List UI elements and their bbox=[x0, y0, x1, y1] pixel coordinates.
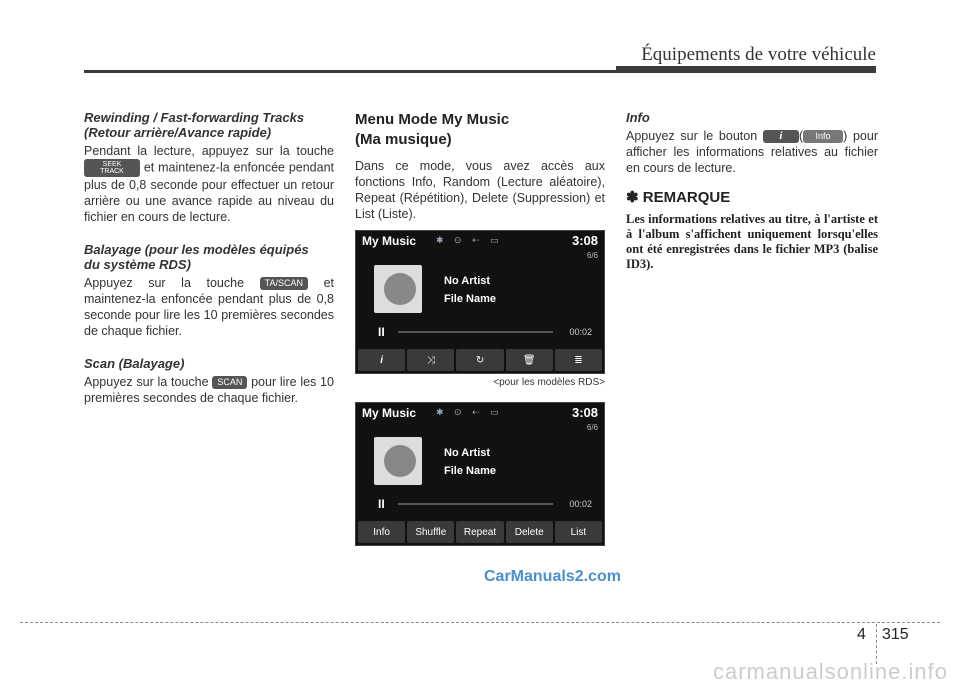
file-name: File Name bbox=[444, 465, 496, 477]
rewind-heading bbox=[84, 110, 334, 140]
screen-standard bbox=[355, 402, 605, 546]
screen-time: 3:08 bbox=[571, 405, 598, 420]
info-text-after: pour afficher les informations relatives au fichier en cours de lecture. bbox=[626, 129, 878, 175]
screen-count: 6/6 bbox=[586, 423, 598, 432]
info-heading: Info bbox=[626, 110, 650, 125]
seek-label: SEEK bbox=[102, 161, 122, 168]
pause-icon[interactable]: II bbox=[378, 325, 385, 339]
rewind-text-before: Pendant la lecture, appuyez sur la touche bbox=[84, 144, 334, 158]
delete-button[interactable]: Delete bbox=[506, 521, 553, 543]
elapsed-time: 00:02 bbox=[569, 499, 592, 509]
footer-rule bbox=[20, 622, 940, 623]
info-paren-close: ) bbox=[843, 129, 848, 143]
rewind-text-after: et maintenez-la enfoncée pendant plus de 0,8 seconde pour effectuer un retour arrière ou une avance rapide au niveau du fichier en cours de lecture. bbox=[84, 160, 334, 224]
watermark-carmanualsonline: carmanualsonline.info bbox=[712, 659, 948, 684]
screen-button-row bbox=[358, 349, 602, 371]
page-number: 315 bbox=[882, 626, 909, 643]
album-art-icon bbox=[374, 265, 422, 313]
info-i-button: i bbox=[763, 130, 799, 143]
shuffle-button[interactable]: Shuffle bbox=[407, 521, 454, 543]
artist-name: No Artist bbox=[444, 447, 491, 459]
screen-caption: <pour les modèles RDS> bbox=[493, 377, 605, 388]
column-middle bbox=[355, 110, 605, 546]
page-separator bbox=[876, 624, 877, 664]
progress-bar bbox=[398, 331, 553, 333]
track-label: TRACK bbox=[100, 168, 124, 175]
screen-title: My Music bbox=[362, 406, 417, 420]
info-button[interactable]: Info bbox=[358, 521, 405, 543]
status-icons: ✱ ⊙ ⇠ ▭ bbox=[436, 407, 503, 417]
chapter-number: 4 bbox=[857, 626, 866, 643]
rewind-text bbox=[84, 143, 334, 225]
repeat-icon[interactable]: ↻ bbox=[456, 349, 503, 371]
screen-title: My Music bbox=[362, 234, 417, 248]
balayage-heading-line2: du système RDS) bbox=[84, 257, 191, 272]
scan-button: SCAN bbox=[212, 376, 247, 389]
balayage-text-before: Appuyez sur la touche bbox=[84, 276, 245, 290]
header-tab bbox=[616, 66, 876, 73]
remark-title: ✽ REMARQUE bbox=[626, 189, 731, 206]
rewind-heading-line2: (Retour arrière/Avance rapide) bbox=[84, 125, 272, 140]
balayage-text bbox=[84, 275, 334, 339]
repeat-button[interactable]: Repeat bbox=[456, 521, 503, 543]
my-music-intro: Dans ce mode, vous avez accès aux fonctions Info, Random (Lecture aléatoire), Repeat (Répétition), Delete (Suppression) et List (Liste). bbox=[355, 159, 605, 221]
list-button[interactable]: List bbox=[555, 521, 602, 543]
scan-text bbox=[84, 374, 334, 406]
artist-name: No Artist bbox=[444, 275, 491, 287]
screen-count: 6/6 bbox=[586, 251, 598, 260]
album-art-icon bbox=[374, 437, 422, 485]
screen-time: 3:08 bbox=[571, 233, 598, 248]
file-name: File Name bbox=[444, 293, 496, 305]
column-left bbox=[84, 110, 334, 423]
screen-rds bbox=[355, 230, 605, 374]
status-icons: ✱ ⊙ ⇠ ▭ bbox=[436, 235, 503, 245]
balayage-text-after: et maintenez-la enfoncée pendant plus de 0,8 seconde pour lire les 10 premières secondes de chaque fichier. bbox=[84, 276, 334, 338]
balayage-heading bbox=[84, 242, 334, 272]
info-text-before: Appuyez sur le bouton bbox=[626, 129, 758, 143]
delete-icon[interactable]: 🗑 bbox=[506, 349, 553, 371]
info-label-button: Info bbox=[803, 130, 843, 143]
page-header-title: Équipements de votre véhicule bbox=[641, 44, 876, 65]
scan-heading: Scan (Balayage) bbox=[84, 356, 185, 371]
rewind-heading-line1: Rewinding / Fast-forwarding Tracks bbox=[84, 110, 305, 125]
pause-icon[interactable]: II bbox=[378, 497, 385, 511]
scan-text-after: pour lire les 10 premières secondes de chaque fichier. bbox=[84, 375, 334, 405]
progress-bar bbox=[398, 503, 553, 505]
info-paren-open: ( bbox=[798, 129, 804, 143]
info-icon[interactable]: i bbox=[358, 349, 405, 371]
ta-scan-button: TA/SCAN bbox=[260, 277, 308, 290]
remark-text: Les informations relatives au titre, à l'artiste et à l'album s'affichent uniquement lorsqu'elles ont été enregistrées dans le fichier MP3 (balise ID3). bbox=[626, 212, 878, 271]
watermark-carmanuals2: CarManuals2.com bbox=[484, 568, 621, 585]
elapsed-time: 00:02 bbox=[569, 327, 592, 337]
column-right bbox=[626, 110, 878, 272]
list-icon[interactable]: ≣ bbox=[555, 349, 602, 371]
screen-button-row bbox=[358, 521, 602, 543]
my-music-title bbox=[355, 110, 605, 150]
info-text bbox=[626, 128, 878, 176]
seek-track-button bbox=[84, 159, 140, 177]
scan-text-before: Appuyez sur la touche bbox=[84, 375, 209, 389]
shuffle-icon[interactable]: ⤨ bbox=[407, 349, 454, 371]
my-music-title-line2: (Ma musique) bbox=[355, 131, 452, 148]
my-music-title-line1: Menu Mode My Music bbox=[355, 111, 510, 128]
balayage-heading-line1: Balayage (pour les modèles équipés bbox=[84, 242, 309, 257]
